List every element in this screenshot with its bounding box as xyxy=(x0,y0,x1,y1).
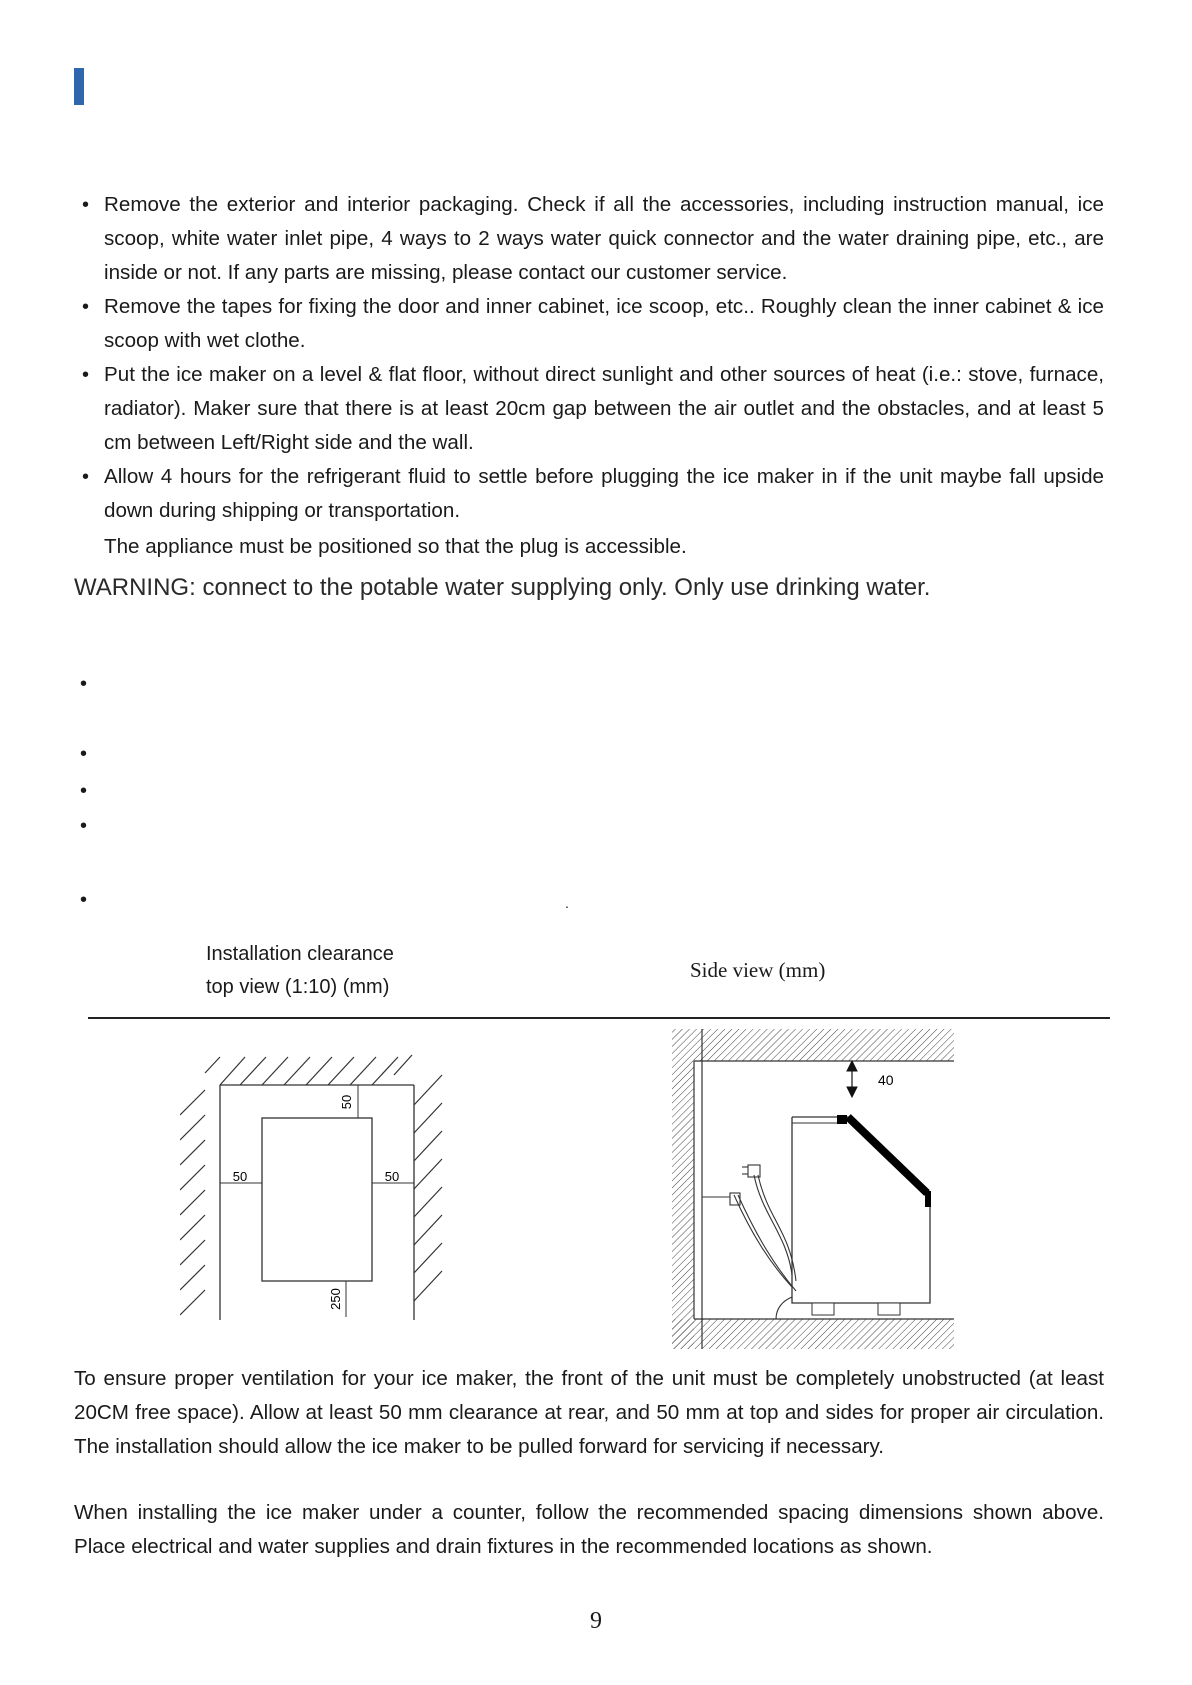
divider xyxy=(88,1017,1110,1019)
empty-bullet: • xyxy=(80,889,88,911)
empty-bullet: • xyxy=(80,743,88,765)
list-item xyxy=(82,460,1104,528)
stray-mark: . xyxy=(565,895,569,911)
list-item-text: Put the ice maker on a level & flat floor, without direct sunlight and other sources of heat (i.e.: stove, furnace, radiator). Maker sure that there is at least 20cm gap between the air outlet and the obstacles, and at least 5 cm between Left/Right side and the wall. xyxy=(104,363,1104,454)
bullet-dot: • xyxy=(82,296,90,318)
floor-hatching xyxy=(672,1319,954,1349)
warning-text: WARNING: connect to the potable water supplying only. Only use drinking water. xyxy=(74,574,931,601)
dimension-lines xyxy=(220,1085,414,1317)
plug-note: The appliance must be positioned so that the plug is accessible. xyxy=(104,535,687,558)
clearance-arrow xyxy=(847,1061,857,1097)
dim-left-label: 50 xyxy=(232,1169,248,1184)
empty-bullet: • xyxy=(80,673,88,695)
caption-line: Installation clearance xyxy=(206,943,394,965)
ventilation-paragraph: To ensure proper ventilation for your ice maker, the front of the unit must be completely unobstructed (at least 20CM free space). Allow at least 50 mm clearance at rear, and 50 mm at top and sides for proper air circulation. The installation should allow the ice maker to be pulled forward for servicing if necessary. xyxy=(74,1367,1104,1458)
caption-line: top view (1:10) (mm) xyxy=(206,976,390,998)
ice-maker-side xyxy=(792,1115,931,1315)
dim-top-label: 40 xyxy=(878,1072,894,1088)
outlines xyxy=(694,1029,954,1349)
hoses-and-plug xyxy=(702,1165,796,1319)
top-view-diagram xyxy=(180,1045,460,1325)
top-view-caption xyxy=(206,938,394,1004)
dim-bottom-label: 250 xyxy=(328,1288,343,1310)
bullet-dot: • xyxy=(82,466,90,488)
counter-top-hatching xyxy=(694,1029,954,1061)
page-number: 9 xyxy=(590,1608,602,1634)
list-item-text: Remove the tapes for fixing the door and inner cabinet, ice scoop, etc.. Roughly clean the inner cabinet & ice scoop with wet clothe. xyxy=(104,295,1104,352)
walls xyxy=(220,1085,414,1320)
list-item-text: Remove the exterior and interior packaging. Check if all the accessories, including instruction manual, ice scoop, white water inlet pipe, 4 ways to 2 ways water quick connector and the water draining pipe, etc., are inside or not. If any parts are missing, please contact our customer service. xyxy=(104,193,1104,284)
empty-bullet: • xyxy=(80,780,88,802)
list-item xyxy=(82,290,1104,358)
bullet-dot: • xyxy=(82,194,90,216)
dim-top-label: 50 xyxy=(339,1094,354,1110)
side-view-diagram xyxy=(672,1025,962,1355)
rear-wall-hatching xyxy=(672,1029,694,1349)
side-view-caption: Side view (mm) xyxy=(690,958,826,982)
list-item xyxy=(82,358,1104,460)
ice-maker-outline xyxy=(262,1118,372,1281)
list-item-text: Allow 4 hours for the refrigerant fluid to settle before plugging the ice maker in if the unit maybe fall upside down during shipping or transportation. xyxy=(104,465,1104,522)
dim-right-label: 50 xyxy=(384,1169,400,1184)
wall-hatching xyxy=(180,1055,442,1315)
list-item xyxy=(82,188,1104,290)
section-accent-bar xyxy=(74,68,84,105)
installation-paragraph: When installing the ice maker under a counter, follow the recommended spacing dimensions shown above. Place electrical and water supplies and drain fixtures in the recommended locations as shown. xyxy=(74,1501,1104,1558)
bullet-dot: • xyxy=(82,364,90,386)
empty-bullet: • xyxy=(80,815,88,837)
